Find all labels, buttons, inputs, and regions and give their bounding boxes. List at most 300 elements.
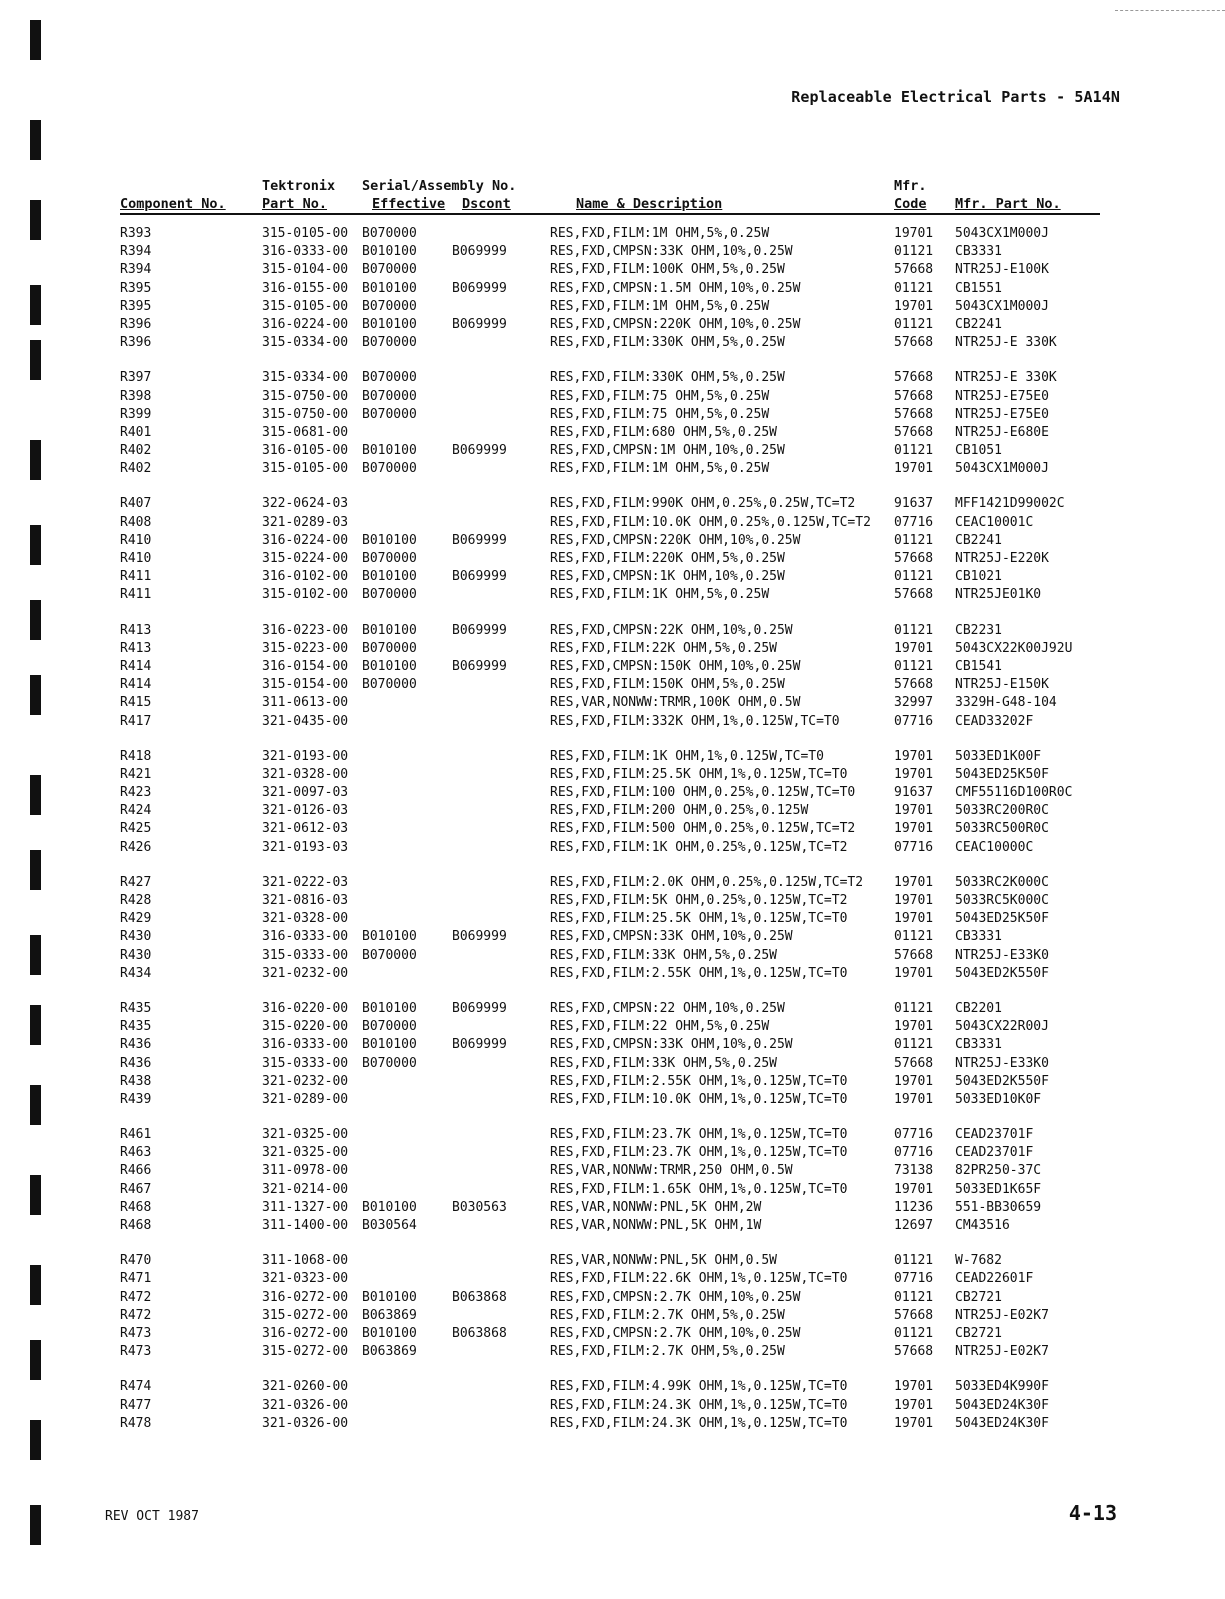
cell-mfr-part-no: 5043CX22K00J92U [955,640,1073,656]
table-row [0,1252,1225,1270]
cell-part-no: 316-0272-00 [262,1325,349,1341]
cell-serial-dscont: B069999 [452,658,507,674]
cell-mfr-code: 07716 [894,1127,934,1143]
cell-description: RES,FXD,CMPSN:150K OHM,10%,0.25W [550,658,801,674]
table-row [0,1018,1225,1036]
cell-mfr-part-no: CB1051 [955,443,1002,459]
cell-mfr-part-no: 82PR250-37C [955,1163,1042,1179]
cell-component-no: R418 [120,748,152,764]
binder-hole-mark [30,1505,41,1545]
binder-hole-mark [30,120,41,160]
cell-mfr-part-no: 5043CX1M000J [955,461,1049,477]
cell-mfr-part-no: CB2721 [955,1289,1002,1305]
cell-component-no: R463 [120,1145,152,1161]
table-row [0,388,1225,406]
cell-mfr-part-no: MFF1421D99002C [955,496,1065,512]
cell-component-no: R435 [120,1000,152,1016]
cell-part-no: 321-0325-00 [262,1127,349,1143]
cell-mfr-part-no: 5043ED24K30F [955,1397,1049,1413]
cell-mfr-code: 57668 [894,1307,934,1323]
table-row [0,1073,1225,1091]
table-row [0,713,1225,731]
cell-mfr-part-no: 5043ED24K30F [955,1415,1049,1431]
cell-description: RES,FXD,FILM:2.55K OHM,1%,0.125W,TC=T0 [550,1073,848,1089]
cell-component-no: R435 [120,1019,152,1035]
cell-mfr-part-no: NTR25J-E02K7 [955,1344,1049,1360]
cell-component-no: R396 [120,316,152,332]
cell-part-no: 321-0326-00 [262,1397,349,1413]
cell-component-no: R424 [120,803,152,819]
cell-serial-effective: B010100 [362,443,417,459]
cell-description: RES,FXD,CMPSN:220K OHM,10%,0.25W [550,532,801,548]
table-row [0,892,1225,910]
table-row [0,784,1225,802]
cell-part-no: 315-0333-00 [262,947,349,963]
cell-mfr-code: 57668 [894,1344,934,1360]
cell-component-no: R466 [120,1163,152,1179]
cell-description: RES,FXD,FILM:332K OHM,1%,0.125W,TC=T0 [550,713,840,729]
cell-serial-effective: B030564 [362,1218,417,1233]
table-row [0,1126,1225,1144]
table-row [0,406,1225,424]
table-row [0,1397,1225,1415]
page-title: Replaceable Electrical Parts - 5A14N [791,88,1120,106]
cell-component-no: R396 [120,335,152,351]
cell-mfr-part-no: NTR25J-E100K [955,262,1049,278]
cell-component-no: R429 [120,911,152,927]
cell-serial-effective: B010100 [362,929,417,945]
cell-description: RES,VAR,NONWW:TRMR,100K OHM,0.5W [550,695,801,711]
cell-component-no: R415 [120,695,152,711]
table-row [0,658,1225,676]
cell-component-no: R414 [120,677,152,693]
cell-mfr-part-no: CB1021 [955,569,1002,585]
cell-mfr-part-no: CM43516 [955,1218,1010,1233]
cell-part-no: 321-0816-03 [262,893,349,908]
cell-mfr-code: 01121 [894,1289,934,1305]
cell-part-no: 315-0105-00 [262,226,349,241]
col-dscont: Dscont [462,196,511,212]
cell-mfr-code: 01121 [894,1253,934,1269]
cell-mfr-code: 07716 [894,713,934,729]
cell-component-no: R438 [120,1073,152,1089]
cell-serial-dscont: B069999 [452,316,507,332]
cell-part-no: 316-0333-00 [262,244,349,260]
cell-part-no: 321-0289-00 [262,1091,349,1107]
cell-serial-effective: B070000 [362,1055,417,1071]
cell-mfr-code: 19701 [894,1397,934,1413]
cell-component-no: R430 [120,929,152,945]
cell-serial-effective: B010100 [362,569,417,585]
cell-mfr-part-no: CB2241 [955,316,1002,332]
cell-part-no: 315-0223-00 [262,640,349,656]
table-row [0,1000,1225,1018]
cell-mfr-code: 57668 [894,406,934,422]
cell-part-no: 315-0105-00 [262,461,349,477]
cell-part-no: 316-0223-00 [262,622,349,638]
cell-mfr-part-no: CEAC10000C [955,839,1034,855]
cell-mfr-code: 12697 [894,1218,934,1233]
cell-mfr-part-no: 5043CX1M000J [955,298,1049,314]
cell-mfr-code: 32997 [894,695,934,711]
cell-mfr-part-no: 5033RC200R0C [955,803,1049,819]
table-row [0,334,1225,352]
cell-serial-dscont: B069999 [452,280,507,296]
cell-mfr-code: 91637 [894,496,934,512]
cell-component-no: R398 [120,388,152,404]
cell-serial-effective: B070000 [362,406,417,422]
cell-part-no: 321-0214-00 [262,1181,349,1197]
cell-component-no: R407 [120,496,152,512]
cell-part-no: 316-0155-00 [262,280,349,296]
cell-mfr-part-no: CEAC10001C [955,514,1034,530]
cell-description: RES,FXD,FILM:1M OHM,5%,0.25W [550,461,770,477]
cell-serial-dscont: B069999 [452,1037,507,1053]
col-part-no: Part No. [262,196,328,212]
cell-component-no: R413 [120,640,152,656]
cell-part-no: 311-1400-00 [262,1218,349,1233]
cell-serial-effective: B070000 [362,640,417,656]
cell-serial-dscont: B069999 [452,244,507,260]
cell-component-no: R467 [120,1181,152,1197]
table-row [0,369,1225,387]
cell-component-no: R436 [120,1055,152,1071]
cell-serial-effective: B010100 [362,1000,417,1016]
cell-mfr-part-no: 5043CX22R00J [955,1019,1049,1035]
table-row [0,316,1225,334]
table-row [0,550,1225,568]
cell-component-no: R434 [120,965,152,981]
cell-mfr-part-no: 5033ED1K00F [955,748,1042,764]
cell-mfr-code: 19701 [894,1073,934,1089]
cell-serial-effective: B070000 [362,388,417,404]
table-row [0,1270,1225,1288]
cell-part-no: 311-1068-00 [262,1253,349,1269]
cell-component-no: R428 [120,893,152,908]
cell-serial-effective: B010100 [362,316,417,332]
cell-mfr-code: 01121 [894,569,934,585]
cell-description: RES,FXD,CMPSN:220K OHM,10%,0.25W [550,316,801,332]
table-row [0,243,1225,261]
page-number: 4-13 [1068,1501,1117,1525]
cell-component-no: R393 [120,226,152,241]
cell-mfr-part-no: NTR25J-E150K [955,677,1049,693]
table-row [0,495,1225,513]
cell-part-no: 321-0328-00 [262,911,349,927]
cell-description: RES,FXD,FILM:100K OHM,5%,0.25W [550,262,785,278]
header-rule [120,213,1100,215]
cell-component-no: R430 [120,947,152,963]
cell-description: RES,FXD,FILM:5K OHM,0.25%,0.125W,TC=T2 [550,893,848,908]
cell-description: RES,VAR,NONWW:TRMR,250 OHM,0.5W [550,1163,793,1179]
cell-part-no: 316-0220-00 [262,1000,349,1016]
cell-serial-dscont: B063868 [452,1325,507,1341]
cell-component-no: R410 [120,551,152,566]
cell-component-no: R402 [120,443,152,459]
cell-mfr-code: 19701 [894,1181,934,1197]
cell-component-no: R413 [120,622,152,638]
cell-component-no: R421 [120,766,152,782]
cell-serial-effective: B063869 [362,1307,417,1323]
cell-component-no: R425 [120,821,152,837]
cell-mfr-code: 19701 [894,226,934,241]
cell-mfr-code: 19701 [894,766,934,782]
table-row [0,1091,1225,1109]
cell-mfr-part-no: NTR25J-E75E0 [955,406,1049,422]
cell-part-no: 316-0333-00 [262,1037,349,1053]
cell-description: RES,FXD,FILM:23.7K OHM,1%,0.125W,TC=T0 [550,1127,848,1143]
cell-description: RES,FXD,FILM:2.0K OHM,0.25%,0.125W,TC=T2 [550,874,864,890]
cell-mfr-code: 19701 [894,911,934,927]
cell-mfr-part-no: 551-BB30659 [955,1199,1042,1215]
cell-mfr-part-no: CB1551 [955,280,1002,296]
cell-part-no: 321-0193-03 [262,839,349,855]
cell-part-no: 316-0272-00 [262,1289,349,1305]
cell-description: RES,FXD,FILM:990K OHM,0.25%,0.25W,TC=T2 [550,496,856,512]
col-mfr: Mfr. [894,178,927,194]
cell-description: RES,FXD,CMPSN:1M OHM,10%,0.25W [550,443,785,459]
cell-component-no: R474 [120,1379,152,1395]
cell-part-no: 321-0193-00 [262,748,349,764]
cell-serial-effective: B010100 [362,1289,417,1305]
cell-mfr-part-no: CEAD23701F [955,1127,1034,1143]
cell-part-no: 321-0435-00 [262,713,349,729]
cell-part-no: 315-0272-00 [262,1307,349,1323]
table-row [0,1378,1225,1396]
cell-mfr-part-no: NTR25J-E220K [955,551,1049,566]
col-effective: Effective [372,196,446,212]
cell-part-no: 315-0750-00 [262,406,349,422]
cell-mfr-part-no: NTR25J-E33K0 [955,1055,1049,1071]
cell-component-no: R468 [120,1218,152,1233]
cell-description: RES,FXD,FILM:1.65K OHM,1%,0.125W,TC=T0 [550,1181,848,1197]
cell-mfr-code: 19701 [894,803,934,819]
cell-component-no: R411 [120,587,152,603]
table-header [0,178,1225,218]
cell-mfr-part-no: CB2241 [955,532,1002,548]
cell-part-no: 322-0624-03 [262,496,349,512]
table-row [0,965,1225,983]
cell-component-no: R427 [120,874,152,890]
cell-mfr-part-no: CEAD23701F [955,1145,1034,1161]
cell-description: RES,FXD,CMPSN:33K OHM,10%,0.25W [550,1037,793,1053]
cell-description: RES,FXD,FILM:500 OHM,0.25%,0.125W,TC=T2 [550,821,856,837]
cell-serial-effective: B070000 [362,461,417,477]
cell-mfr-part-no: 5033RC500R0C [955,821,1049,837]
cell-description: RES,FXD,CMPSN:22 OHM,10%,0.25W [550,1000,785,1016]
cell-mfr-part-no: CB3331 [955,1037,1002,1053]
cell-serial-effective: B010100 [362,532,417,548]
cell-mfr-code: 57668 [894,587,934,603]
parts-table [0,225,1225,1433]
cell-description: RES,FXD,FILM:22K OHM,5%,0.25W [550,640,777,656]
cell-part-no: 311-1327-00 [262,1199,349,1215]
table-row [0,1055,1225,1073]
cell-part-no: 315-0220-00 [262,1019,349,1035]
cell-description: RES,FXD,FILM:330K OHM,5%,0.25W [550,370,785,386]
cell-part-no: 311-0978-00 [262,1163,349,1179]
cell-part-no: 315-0750-00 [262,388,349,404]
cell-serial-effective: B070000 [362,1019,417,1035]
cell-component-no: R472 [120,1307,152,1323]
cell-description: RES,FXD,CMPSN:2.7K OHM,10%,0.25W [550,1289,801,1305]
col-tektronix: Tektronix [262,178,336,194]
cell-mfr-code: 73138 [894,1163,934,1179]
cell-mfr-part-no: NTR25J-E 330K [955,335,1057,351]
cell-mfr-part-no: 5033ED10K0F [955,1091,1042,1107]
cell-description: RES,FXD,CMPSN:33K OHM,10%,0.25W [550,244,793,260]
cell-part-no: 315-0272-00 [262,1344,349,1360]
cell-component-no: R471 [120,1271,152,1287]
cell-serial-effective: B010100 [362,1325,417,1341]
cell-mfr-part-no: 5043CX1M000J [955,226,1049,241]
cell-description: RES,FXD,FILM:100 OHM,0.25%,0.125W,TC=T0 [550,785,856,801]
table-row [0,1307,1225,1325]
cell-mfr-part-no: 3329H-G48-104 [955,695,1057,711]
table-row [0,586,1225,604]
cell-part-no: 316-0105-00 [262,443,349,459]
cell-component-no: R414 [120,658,152,674]
cell-description: RES,FXD,FILM:24.3K OHM,1%,0.125W,TC=T0 [550,1397,848,1413]
cell-part-no: 315-0104-00 [262,262,349,278]
cell-description: RES,FXD,FILM:1K OHM,0.25%,0.125W,TC=T2 [550,839,848,855]
cell-mfr-code: 07716 [894,839,934,855]
cell-component-no: R417 [120,713,152,729]
cell-component-no: R439 [120,1091,152,1107]
table-row [0,820,1225,838]
cell-component-no: R477 [120,1397,152,1413]
cell-mfr-part-no: 5033RC5K000C [955,893,1049,908]
cell-part-no: 315-0154-00 [262,677,349,693]
cell-description: RES,FXD,CMPSN:2.7K OHM,10%,0.25W [550,1325,801,1341]
cell-part-no: 321-0323-00 [262,1271,349,1287]
cell-serial-effective: B070000 [362,370,417,386]
cell-serial-dscont: B069999 [452,443,507,459]
cell-mfr-part-no: CMF55116D100R0C [955,785,1073,801]
table-row [0,640,1225,658]
cell-mfr-part-no: CB3331 [955,929,1002,945]
cell-serial-effective: B070000 [362,262,417,278]
cell-component-no: R426 [120,839,152,855]
cell-description: RES,FXD,FILM:1M OHM,5%,0.25W [550,226,770,241]
table-row [0,622,1225,640]
cell-mfr-code: 07716 [894,1271,934,1287]
cell-part-no: 321-0260-00 [262,1379,349,1395]
cell-serial-effective: B010100 [362,280,417,296]
cell-component-no: R408 [120,514,152,530]
cell-mfr-part-no: CEAD33202F [955,713,1034,729]
cell-serial-effective: B063869 [362,1344,417,1360]
table-row [0,460,1225,478]
cell-description: RES,FXD,FILM:22 OHM,5%,0.25W [550,1019,770,1035]
cell-component-no: R410 [120,532,152,548]
cell-mfr-code: 19701 [894,965,934,981]
cell-description: RES,FXD,FILM:75 OHM,5%,0.25W [550,388,770,404]
cell-part-no: 321-0232-00 [262,965,349,981]
cell-component-no: R473 [120,1344,152,1360]
cell-mfr-code: 01121 [894,929,934,945]
cell-part-no: 321-0232-00 [262,1073,349,1089]
cell-serial-effective: B070000 [362,226,417,241]
cell-mfr-code: 57668 [894,388,934,404]
table-row [0,424,1225,442]
table-row [0,1162,1225,1180]
table-row [0,1325,1225,1343]
cell-mfr-code: 57668 [894,370,934,386]
cell-mfr-part-no: NTR25J-E680E [955,424,1049,440]
cell-component-no: R472 [120,1289,152,1305]
cell-mfr-part-no: CEAD22601F [955,1271,1034,1287]
col-mfr-part-no: Mfr. Part No. [955,196,1061,212]
cell-serial-effective: B070000 [362,335,417,351]
cell-mfr-code: 57668 [894,424,934,440]
cell-mfr-part-no: 5043ED2K550F [955,1073,1049,1089]
cell-part-no: 315-0102-00 [262,587,349,603]
cell-part-no: 321-0097-03 [262,785,349,801]
cell-description: RES,FXD,FILM:1K OHM,1%,0.125W,TC=T0 [550,748,824,764]
binder-hole-mark [30,20,41,60]
cell-description: RES,VAR,NONWW:PNL,5K OHM,2W [550,1199,762,1215]
cell-mfr-code: 19701 [894,298,934,314]
cell-part-no: 315-0681-00 [262,424,349,440]
cell-component-no: R473 [120,1325,152,1341]
cell-mfr-part-no: CB2231 [955,622,1002,638]
cell-serial-effective: B070000 [362,298,417,314]
scan-edge-line [1115,10,1225,11]
table-row [0,532,1225,550]
cell-description: RES,FXD,FILM:23.7K OHM,1%,0.125W,TC=T0 [550,1145,848,1161]
table-row [0,1343,1225,1361]
table-row [0,1289,1225,1307]
cell-mfr-code: 19701 [894,1019,934,1035]
cell-mfr-part-no: 5033RC2K000C [955,874,1049,890]
table-row [0,1217,1225,1235]
cell-description: RES,FXD,FILM:33K OHM,5%,0.25W [550,1055,777,1071]
cell-part-no: 316-0224-00 [262,532,349,548]
cell-part-no: 316-0224-00 [262,316,349,332]
cell-serial-effective: B010100 [362,244,417,260]
cell-mfr-code: 07716 [894,514,934,530]
cell-mfr-code: 19701 [894,1379,934,1395]
cell-mfr-code: 57668 [894,262,934,278]
table-row [0,928,1225,946]
cell-serial-dscont: B069999 [452,569,507,585]
table-row [0,1181,1225,1199]
table-row [0,225,1225,243]
cell-mfr-code: 01121 [894,443,934,459]
cell-serial-effective: B070000 [362,587,417,603]
table-row [0,947,1225,965]
cell-part-no: 321-0289-03 [262,514,349,530]
cell-component-no: R395 [120,298,152,314]
col-code: Code [894,196,927,212]
cell-serial-dscont: B069999 [452,622,507,638]
cell-description: RES,FXD,FILM:2.7K OHM,5%,0.25W [550,1344,785,1360]
cell-description: RES,FXD,FILM:24.3K OHM,1%,0.125W,TC=T0 [550,1415,848,1431]
cell-part-no: 315-0105-00 [262,298,349,314]
cell-description: RES,FXD,FILM:4.99K OHM,1%,0.125W,TC=T0 [550,1379,848,1395]
cell-component-no: R411 [120,569,152,585]
cell-part-no: 321-0326-00 [262,1415,349,1431]
cell-mfr-code: 91637 [894,785,934,801]
cell-component-no: R397 [120,370,152,386]
cell-mfr-part-no: NTR25J-E02K7 [955,1307,1049,1323]
cell-part-no: 315-0333-00 [262,1055,349,1071]
table-row [0,280,1225,298]
cell-description: RES,FXD,FILM:75 OHM,5%,0.25W [550,406,770,422]
cell-serial-dscont: B030563 [452,1199,507,1215]
cell-component-no: R423 [120,785,152,801]
